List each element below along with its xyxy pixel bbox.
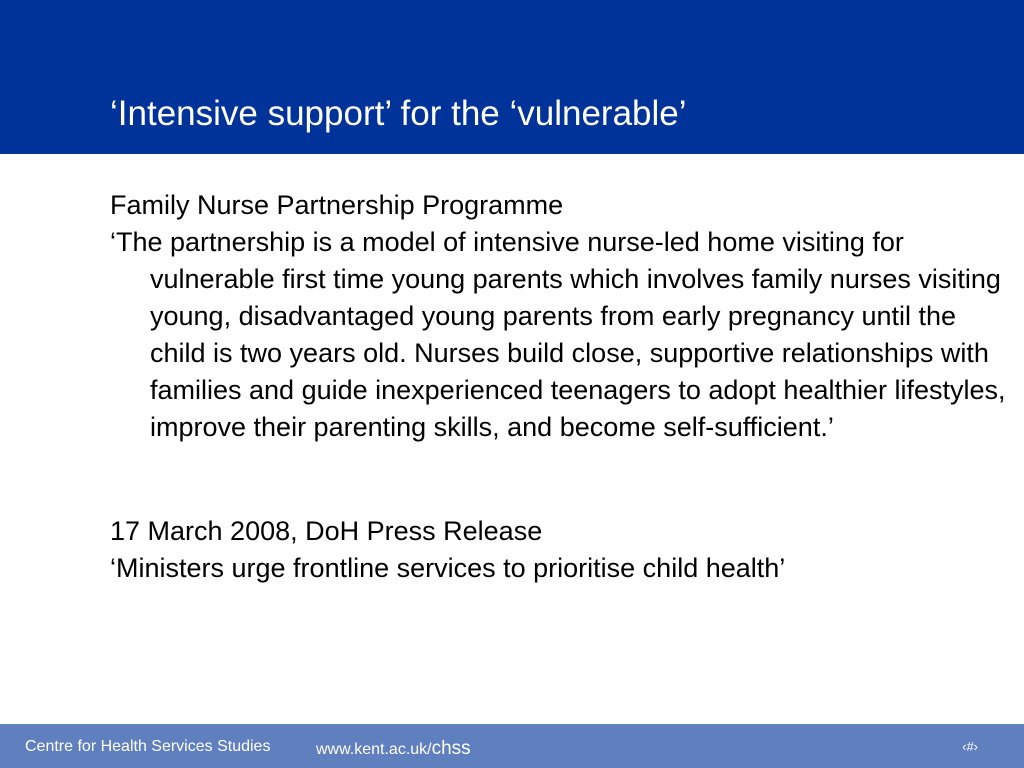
footer-organisation: Centre for Health Services Studies (25, 738, 271, 755)
slide-body (110, 187, 1010, 587)
slide-number: ‹#› (962, 739, 978, 754)
footer-url-suffix: chss (431, 738, 471, 759)
slide-title: ‘Intensive support’ for the ‘vulnerable’ (110, 94, 687, 133)
footer-url (316, 738, 471, 760)
programme-quote: ‘The partnership is a model of intensive nurse-led home visiting for vulnerable first time young parents which involves family nurses visiting young, disadvantaged young parents from early pregnancy until the child is two years old. Nurses build close, supportive relationships with families and guide inexperienced teenagers to adopt healthier lifestyles, improve their parenting skills, and become self-sufficient.’ (110, 227, 1006, 442)
press-release-heading: 17 March 2008, DoH Press Release (110, 516, 543, 546)
press-release-quote: ‘Ministers urge frontline services to prioritise child health’ (110, 553, 786, 583)
footer-bar (0, 724, 1024, 768)
title-banner (0, 0, 1024, 154)
paragraph-spacer (110, 446, 1010, 513)
programme-heading: Family Nurse Partnership Programme (110, 190, 564, 220)
footer-url-prefix: www.kent.ac.uk/ (316, 741, 432, 758)
